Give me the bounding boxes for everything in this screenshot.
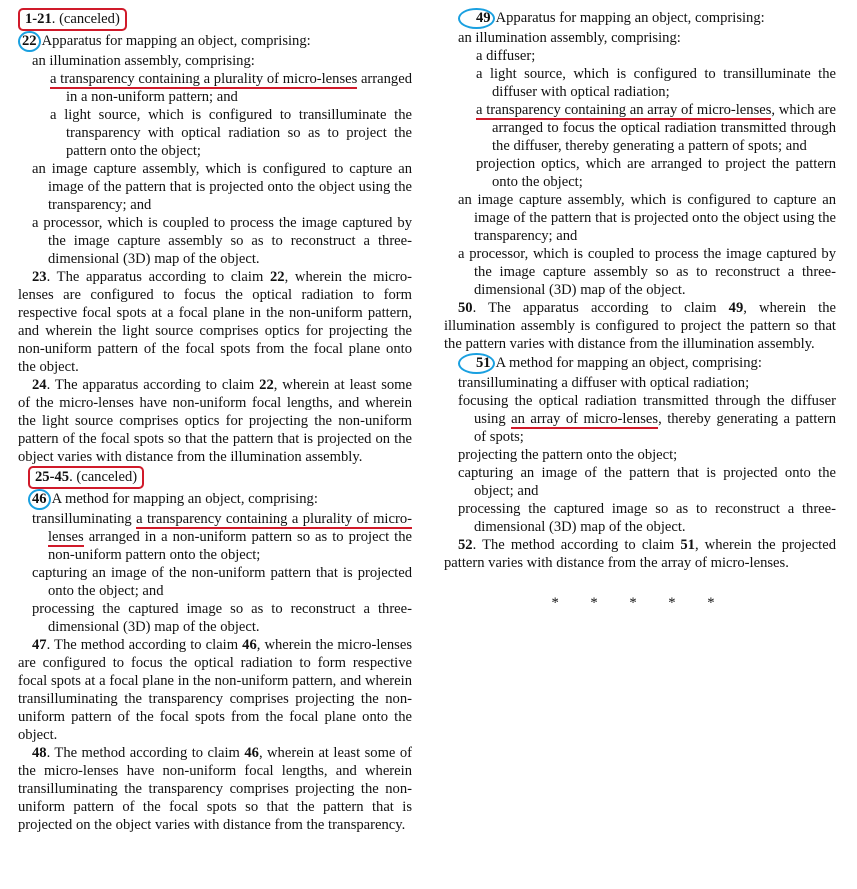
underlined-phrase: a transparency containing a plurality of micro-lenses: [48, 511, 412, 545]
claim-number: 1-21: [25, 11, 52, 27]
claim-46: 46 A method for mapping an object, comprising:: [18, 489, 412, 510]
claim-46-element: transilluminating a transparency containing a plurality of micro-lenses arranged in a non-uniform pattern so as to project the non-uniform pattern onto the object;: [32, 511, 412, 563]
claim-number-circled: 51: [458, 353, 495, 374]
claim-23: 23. The apparatus according to claim 22, wherein the micro-lenses are configured to focus the optical radiation to form respective focal spots at a focal plane in the non-uniform pattern, and wherein the light source comprises optics for projecting the non-uniform pattern of the focal spots from the focal plane onto the object.: [18, 269, 413, 375]
underlined-phrase: a transparency containing a plurality of micro-lenses: [50, 71, 358, 87]
claim-49-subelement: a diffuser;: [476, 48, 536, 64]
claim-22: 22 Apparatus for mapping an object, comprising:: [18, 31, 412, 52]
claim-number: 48: [32, 745, 47, 761]
claim-number: 50: [458, 300, 473, 316]
canceled-box-25-45: 25-45. (canceled): [28, 466, 144, 489]
claim-number: 47: [32, 637, 47, 653]
claim-51-element: processing the captured image so as to reconstruct a three-dimensional (3D) map of the object.: [458, 501, 836, 535]
claim-49-element: an illumination assembly, comprising:: [458, 30, 681, 46]
claim-24: 24. The apparatus according to claim 22, wherein at least some of the micro-lenses have non-uniform focal lengths, and wherein the light source comprises optics for projecting the non-uniform pattern of the focal spots so that the pattern that is projected on the object varies with distance from the illumination assembly.: [18, 377, 412, 465]
left-column: [18, 8, 412, 834]
claim-48: 48. The method according to claim 46, wherein at least some of the micro-lenses have non-uniform focal lengths, and wherein transilluminating the transparency comprises projecting the non-uniform pattern of the focal spots so that the pattern that is projected on the object varies with distance from the transparency.: [18, 745, 412, 833]
claim-49-subelement: a light source, which is configured to transilluminate the diffuser with optical radiation;: [476, 66, 836, 100]
underlined-phrase: an array of micro-lenses: [511, 411, 659, 427]
claim-51: 51 A method for mapping an object, comprising:: [444, 353, 836, 374]
claim-47: 47. The method according to claim 46, wherein the micro-lenses are configured to focus the optical radiation to form respective focal spots at a focal plane in the non-uniform pattern, and wherein transilluminating the transparency comprises projecting the non-uniform pattern of the focal spots from the focal plane onto the object.: [18, 637, 412, 743]
claim-22-subelement: a light source, which is configured to transilluminate the transparency with optical radiation so as to project the pattern onto the object;: [50, 107, 412, 159]
claim-number: 24: [32, 377, 47, 393]
end-asterisks: * * * * *: [551, 595, 729, 611]
claim-49-subelement: projection optics, which are arranged to project the pattern onto the object;: [476, 156, 836, 190]
claim-22-subelement: a transparency containing a plurality of micro-lenses arranged in a non-uniform pattern; and: [50, 71, 412, 105]
claim-52: 52. The method according to claim 51, wherein the projected pattern varies with distance from the array of micro-lenses.: [444, 537, 837, 571]
claim-51-element: projecting the pattern onto the object;: [458, 447, 678, 463]
claim-1-21-canceled: [18, 8, 412, 31]
claim-46-element: capturing an image of the non-uniform pattern that is projected onto the object; and: [32, 565, 412, 599]
right-column: [444, 8, 836, 612]
claim-51-element: focusing the optical radiation transmitted through the diffuser using an array of micro-lenses, thereby generating a pattern of spots;: [458, 393, 836, 445]
claim-22-element: a processor, which is coupled to process the image captured by the image capture assembly so as to reconstruct a three-dimensional (3D) map of the object.: [32, 215, 412, 267]
claim-49-element: an image capture assembly, which is configured to capture an image of the pattern that is projected onto the object using the transparency; and: [458, 192, 836, 244]
claim-50: 50. The apparatus according to claim 49, wherein the illumination assembly is configured to project the pattern so that the pattern varies with distance from the illumination assembly.: [444, 300, 837, 352]
claim-number-circled: 46: [28, 489, 51, 510]
claim-22-element: an illumination assembly, comprising:: [32, 53, 255, 69]
claim-46-element: processing the captured image so as to reconstruct a three-dimensional (3D) map of the object.: [32, 601, 412, 635]
canceled-box-1-21: 1-21. (canceled): [18, 8, 127, 31]
claim-51-element: transilluminating a diffuser with optical radiation;: [458, 375, 750, 391]
claim-49-subelement: a transparency containing an array of micro-lenses, which are arranged to focus the optical radiation transmitted through the diffuser, thereby generating a pattern of spots; and: [476, 102, 836, 154]
claim-25-45-canceled: [18, 466, 412, 489]
claim-number-circled: 22: [18, 31, 41, 52]
claim-number: 52: [458, 537, 473, 553]
claim-51-element: capturing an image of the pattern that is projected onto the object; and: [458, 465, 836, 499]
underlined-phrase: a transparency containing an array of micro-lenses: [476, 102, 772, 118]
claim-number-circled: 49: [458, 8, 495, 29]
claim-49-element: a processor, which is coupled to process the image captured by the image capture assembly so as to reconstruct a three-dimensional (3D) map of the object.: [458, 246, 836, 298]
claim-49: 49 Apparatus for mapping an object, comprising:: [444, 8, 836, 29]
claim-number: 25-45: [35, 469, 70, 485]
claim-number: 23: [32, 269, 47, 285]
claim-22-element: an image capture assembly, which is configured to capture an image of the pattern that is projected onto the object using the transparency; and: [32, 161, 412, 213]
